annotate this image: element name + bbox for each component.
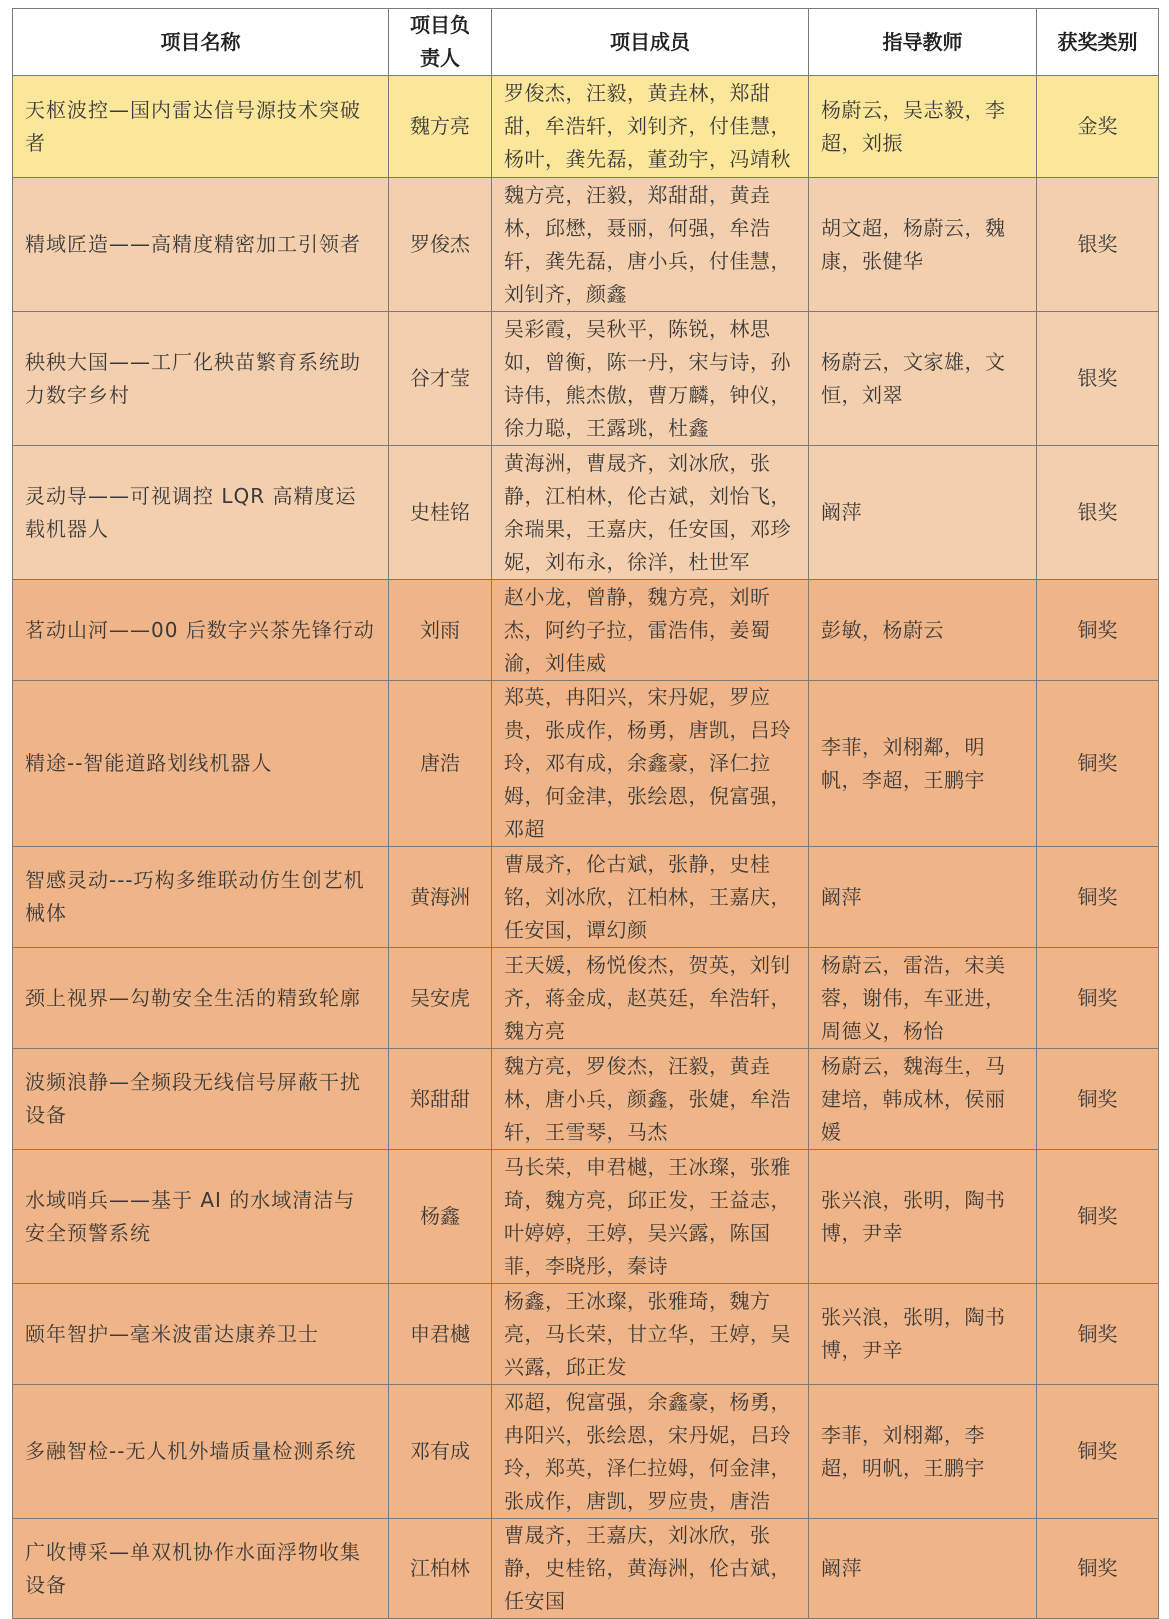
- award-cell: 铜奖: [1037, 847, 1159, 948]
- project-lead-cell: 江柏林: [389, 1519, 492, 1619]
- teachers-cell: 胡文超，杨蔚云，魏康，张健华: [809, 178, 1037, 312]
- award-cell: 铜奖: [1037, 1385, 1159, 1519]
- teachers-cell: 张兴浪，张明，陶书博，尹辛: [809, 1284, 1037, 1385]
- project-name-cell: 智感灵动---巧构多维联动仿生创艺机械体: [13, 847, 389, 948]
- members-cell: 赵小龙，曾静，魏方亮，刘昕杰，阿约子拉，雷浩伟，姜蜀渝，刘佳威: [492, 580, 809, 681]
- members-cell: 曹晟齐，王嘉庆，刘冰欣，张静，史桂铭，黄海洲，伦古斌，任安国: [492, 1519, 809, 1619]
- project-lead-cell: 谷才莹: [389, 312, 492, 446]
- header-project-lead: [389, 9, 492, 76]
- teachers-cell: 阚萍: [809, 847, 1037, 948]
- table-row: [13, 580, 1159, 681]
- header-award: 获奖类别: [1037, 9, 1159, 76]
- project-name-cell: 广收博采—单双机协作水面浮物收集设备: [13, 1519, 389, 1619]
- award-cell: 银奖: [1037, 178, 1159, 312]
- header-lead-line1: 项目负: [410, 13, 470, 37]
- table-row: [13, 1049, 1159, 1150]
- project-lead-cell: 魏方亮: [389, 76, 492, 178]
- award-cell: 铜奖: [1037, 1519, 1159, 1619]
- awards-table: [12, 8, 1159, 1619]
- project-lead-cell: 申君樾: [389, 1284, 492, 1385]
- project-name-cell: 波频浪静—全频段无线信号屏蔽干扰设备: [13, 1049, 389, 1150]
- table-row: [13, 178, 1159, 312]
- table-row: [13, 1519, 1159, 1619]
- members-cell: 王天媛，杨悦俊杰，贺英，刘钊齐，蒋金成，赵英廷，牟浩轩，魏方亮: [492, 948, 809, 1049]
- award-cell: 铜奖: [1037, 1150, 1159, 1284]
- table-row: [13, 312, 1159, 446]
- award-cell: 银奖: [1037, 312, 1159, 446]
- table-row: [13, 446, 1159, 580]
- project-name-cell: 多融智检--无人机外墙质量检测系统: [13, 1385, 389, 1519]
- table-row: [13, 1150, 1159, 1284]
- award-cell: 铜奖: [1037, 681, 1159, 847]
- project-name-cell: 精途--智能道路划线机器人: [13, 681, 389, 847]
- header-lead-line2: 责人: [420, 46, 460, 70]
- table-row: [13, 1284, 1159, 1385]
- header-members: 项目成员: [492, 9, 809, 76]
- award-cell: 银奖: [1037, 446, 1159, 580]
- award-cell: 铜奖: [1037, 948, 1159, 1049]
- table-row: [13, 76, 1159, 178]
- members-cell: 曹晟齐，伦古斌，张静，史桂铭，刘冰欣，江柏林，王嘉庆，任安国，谭幻颜: [492, 847, 809, 948]
- table-row: [13, 1385, 1159, 1519]
- project-lead-cell: 郑甜甜: [389, 1049, 492, 1150]
- members-cell: 魏方亮，罗俊杰，汪毅，黄垚林，唐小兵，颜鑫，张婕，牟浩轩，王雪琴，马杰: [492, 1049, 809, 1150]
- teachers-cell: 李菲，刘栩鄰，李超，明帆，王鹏宇: [809, 1385, 1037, 1519]
- award-cell: 铜奖: [1037, 1284, 1159, 1385]
- project-name-cell: 秧秧大国——工厂化秧苗繁育系统助力数字乡村: [13, 312, 389, 446]
- project-lead-cell: 唐浩: [389, 681, 492, 847]
- project-name-cell: 茗动山河——00 后数字兴茶先锋行动: [13, 580, 389, 681]
- members-cell: 马长荣，申君樾，王冰璨，张雅琦，魏方亮，邱正发，王益志，叶婷婷，王婷，吴兴露，陈国菲，李晓彤，秦诗: [492, 1150, 809, 1284]
- table-row: [13, 847, 1159, 948]
- project-lead-cell: 史桂铭: [389, 446, 492, 580]
- teachers-cell: 张兴浪，张明，陶书博，尹幸: [809, 1150, 1037, 1284]
- teachers-cell: 杨蔚云，雷浩，宋美蓉，谢伟，车亚进，周德义，杨怡: [809, 948, 1037, 1049]
- header-project-name: 项目名称: [13, 9, 389, 76]
- teachers-cell: 彭敏，杨蔚云: [809, 580, 1037, 681]
- project-lead-cell: 邓有成: [389, 1385, 492, 1519]
- members-cell: 郑英，冉阳兴，宋丹妮，罗应贵，张成作，杨勇，唐凯，吕玲玲，邓有成，余鑫豪，泽仁拉姆，何金津，张绘恩，倪富强，邓超: [492, 681, 809, 847]
- project-name-cell: 精域匠造——高精度精密加工引领者: [13, 178, 389, 312]
- teachers-cell: 杨蔚云，文家雄，文恒，刘翠: [809, 312, 1037, 446]
- members-cell: 邓超，倪富强，余鑫豪，杨勇，冉阳兴，张绘恩，宋丹妮，吕玲玲，郑英，泽仁拉姆，何金津，张成作，唐凯，罗应贵，唐浩: [492, 1385, 809, 1519]
- project-lead-cell: 罗俊杰: [389, 178, 492, 312]
- members-cell: 黄海洲，曹晟齐，刘冰欣，张静，江柏林，伦古斌，刘怡飞，余瑞果，王嘉庆，任安国，邓珍妮，刘布永，徐洋，杜世军: [492, 446, 809, 580]
- award-cell: 金奖: [1037, 76, 1159, 178]
- header-teachers: 指导教师: [809, 9, 1037, 76]
- teachers-cell: 阚萍: [809, 1519, 1037, 1619]
- teachers-cell: 阚萍: [809, 446, 1037, 580]
- teachers-cell: 李菲，刘栩鄰，明帆，李超，王鹏宇: [809, 681, 1037, 847]
- project-name-cell: 颐年智护—毫米波雷达康养卫士: [13, 1284, 389, 1385]
- project-name-cell: 颈上视界—勾勒安全生活的精致轮廓: [13, 948, 389, 1049]
- project-name-cell: 天枢波控—国内雷达信号源技术突破者: [13, 76, 389, 178]
- project-lead-cell: 吴安虎: [389, 948, 492, 1049]
- project-lead-cell: 黄海洲: [389, 847, 492, 948]
- teachers-cell: 杨蔚云，吴志毅，李超，刘振: [809, 76, 1037, 178]
- table-row: [13, 948, 1159, 1049]
- members-cell: 罗俊杰，汪毅，黄垚林，郑甜甜，牟浩轩，刘钊齐，付佳慧，杨叶，龚先磊，董劲宇，冯靖秋: [492, 76, 809, 178]
- members-cell: 吴彩霞，吴秋平，陈锐，林思如，曾衡，陈一丹，宋与诗，孙诗伟，熊杰傲，曹万麟，钟仪，徐力聪，王露珧，杜鑫: [492, 312, 809, 446]
- project-lead-cell: 杨鑫: [389, 1150, 492, 1284]
- table-row: [13, 681, 1159, 847]
- project-name-cell: 灵动导——可视调控 LQR 高精度运载机器人: [13, 446, 389, 580]
- members-cell: 杨鑫，王冰璨，张雅琦，魏方亮，马长荣，甘立华，王婷，吴兴露，邱正发: [492, 1284, 809, 1385]
- teachers-cell: 杨蔚云，魏海生，马建培，韩成林，侯丽媛: [809, 1049, 1037, 1150]
- header-row: [13, 9, 1159, 76]
- award-cell: 铜奖: [1037, 1049, 1159, 1150]
- table-body: [13, 76, 1159, 1619]
- table-header: [13, 9, 1159, 76]
- members-cell: 魏方亮，汪毅，郑甜甜，黄垚林，邱懋，聂丽，何强，牟浩轩，龚先磊，唐小兵，付佳慧，刘钊齐，颜鑫: [492, 178, 809, 312]
- project-name-cell: 水域哨兵——基于 AI 的水域清洁与安全预警系统: [13, 1150, 389, 1284]
- award-cell: 铜奖: [1037, 580, 1159, 681]
- project-lead-cell: 刘雨: [389, 580, 492, 681]
